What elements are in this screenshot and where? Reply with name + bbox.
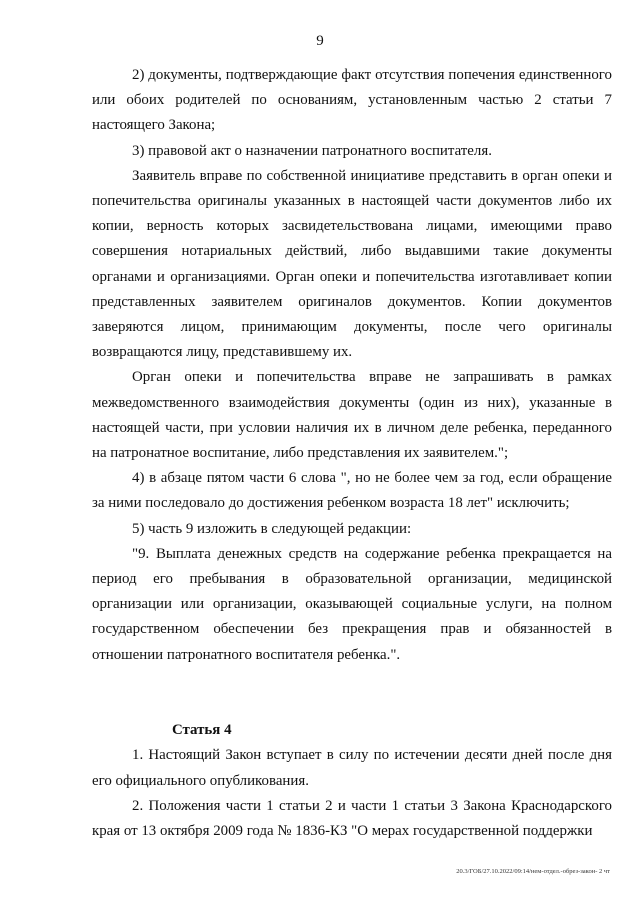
paragraph: 1. Настоящий Закон вступает в силу по истечении десяти дней после дня его официального опубликования.	[92, 747, 612, 789]
paragraph: Заявитель вправе по собственной инициативе представить в орган опеки и попечительства оригиналы указанных в настоящей части документов либо их копии, верность которых засвидетельствована лицами, имеющими право совершения нотариальных действий, либо выдавшими такие документы органами и организациями. Орган опеки и попечительства изготавливает копии представленных заявителем оригиналов документов. Копии документов заверяются лицом, принимающим документы, после чего оригиналы возвращаются лицу, представившему их.	[92, 167, 612, 361]
paragraph: 4) в абзаце пятом части 6 слова ", но не более чем за год, если обращение за ними последовало до достижения ребенком возраста 18 лет" исключить;	[92, 470, 612, 512]
paragraph: 5) часть 9 изложить в следующей редакции:	[132, 520, 412, 537]
document-footer-code: 20.3/ГОБ/27.10.2022/09:14/нем-отдел.-обрез-закон- 2 чт	[456, 868, 610, 875]
paragraph: 3) правовой акт о назначении патронатного воспитателя.	[132, 142, 492, 159]
paragraph: 2) документы, подтверждающие факт отсутствия попечения единственного или обоих родителей по основаниям, установленным частью 2 статьи 7 настоящего Закона;	[92, 67, 612, 134]
blank-line	[92, 668, 612, 693]
page-number: 9	[316, 33, 324, 49]
paragraph: "9. Выплата денежных средств на содержание ребенка прекращается на период его пребывания в образовательной организации, медицинской организации или организации, оказывающей социальные услуги, на полном государственном обеспечении без прекращения прав и обязанностей в отношении патронатного воспитателя ребенка.".	[92, 545, 612, 663]
article-heading: Статья 4	[172, 722, 232, 739]
paragraph: Орган опеки и попечительства вправе не запрашивать в рамках межведомственного взаимодействия документы (один из них), указанные в настоящей части, при условии наличия их в личном деле ребенка, переданного на патронатное воспитание, либо представления их заявителем.";	[92, 369, 612, 462]
blank-line	[92, 693, 612, 718]
paragraph: 2. Положения части 1 статьи 2 и части 1 статьи 3 Закона Краснодарского края от 13 октября 2009 года № 1836-КЗ "О мерах государственной поддержки	[92, 797, 612, 840]
document-body	[92, 63, 612, 844]
